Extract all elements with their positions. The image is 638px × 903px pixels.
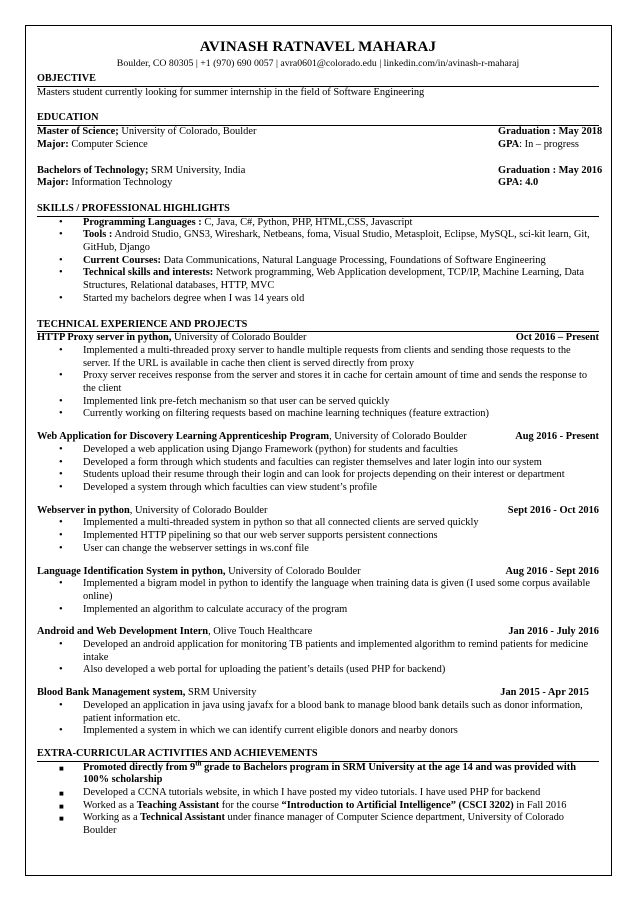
- major: Computer Science: [68, 138, 148, 150]
- project-date: Sept 2016 - Oct 2016: [507, 504, 599, 516]
- list-item: • Implemented a multi-threaded proxy server to handle multiple requests from clients and sending those requests to the server. If the URL is available in cache then client is served directly from proxy: [59, 344, 571, 369]
- gpa-label: GPA: [498, 138, 520, 150]
- contact-line: Boulder, CO 80305 | +1 (970) 690 0057 | avra0601@colorado.edu | linkedin.com/in/avinash-r-maharaj: [116, 58, 520, 69]
- graduation: Graduation : May 2018: [498, 126, 603, 138]
- major: Information Technology: [68, 177, 173, 189]
- school: SRM University, India: [148, 164, 246, 176]
- list-item: • Programming Languages : C, Java, C#, Python, PHP, HTML,CSS, Javascript: [59, 216, 413, 228]
- list-item: • Tools : Android Studio, GNS3, Wireshark, Netbeans, foma, Visual Studio, Metasploit, Eclipse, MySQL, sci-kit learn, Git, GitHub, Django: [59, 229, 590, 254]
- project-date: Oct 2016 – Present: [515, 332, 599, 344]
- skills-list: [37, 217, 599, 306]
- objective-text: Masters student currently looking for summer internship in the field of Software Engineering: [37, 86, 425, 98]
- list-item: • Implemented a system in which we can identify current eligible donors and nearby donors: [59, 725, 458, 737]
- project-org: University of Colorado Boulder: [225, 565, 361, 577]
- project-date: Jan 2016 - July 2016: [508, 626, 599, 638]
- project-entry: [37, 431, 599, 495]
- major-label: Major:: [37, 138, 69, 150]
- resume-page: [25, 25, 612, 876]
- resume-name: AVINASH RATNAVEL MAHARAJ: [199, 39, 437, 55]
- graduation-value: : May 2016: [549, 164, 603, 176]
- list-item: • Current Courses: Data Communications, Natural Language Processing, Foundations of Software Engineering: [59, 254, 546, 266]
- list-item: ■ Promoted directly from 9th grade to Bachelors program in SRM University at the age 14 and was provided with 100% scholarship: [59, 759, 577, 786]
- list-item: • Implemented link pre-fetch mechanism so that user can be served quickly: [59, 395, 390, 407]
- project-title: Blood Bank Management system,: [37, 687, 186, 699]
- project-date: Aug 2016 - Present: [515, 431, 599, 443]
- list-item: • Implemented a bigram model in python to identify the language when training data is given (I used some corpus available online): [59, 578, 590, 602]
- degree: Bachelors of Technology;: [37, 164, 149, 176]
- list-item: • Students upload their resume through their login and can look for projects depending on their interest or department: [59, 469, 565, 481]
- education-entry-masters: [37, 126, 603, 151]
- project-entry: [37, 626, 599, 677]
- gpa: GPA: 4.0: [498, 177, 539, 189]
- list-item: • Proxy server receives response from the server and stores it in cache for certain amount of time and sends the response to the client: [59, 370, 588, 395]
- project-title: Android and Web Development Intern: [37, 626, 209, 638]
- major-label: Major:: [37, 177, 69, 189]
- school: University of Colorado, Boulder: [118, 126, 257, 138]
- project-title: Web Application for Discovery Learning Apprenticeship Program: [37, 431, 330, 443]
- list-item: • Implemented an algorithm to calculate accuracy of the program: [59, 603, 348, 615]
- list-item: ■ Working as a Technical Assistant under finance manager of Computer Science department, University of Colorado Boulder: [59, 812, 564, 837]
- list-item: ■ Developed a CCNA tutorials website, in which I have posted my video tutorials. I have used PHP for backend: [59, 787, 541, 799]
- project-org: SRM University: [185, 687, 257, 699]
- list-item: • Technical skills and interests: Network programming, Web Application development, TCP/IP, Machine Learning, Data Structures, Relational databases, HTTP, MVC: [59, 267, 584, 292]
- list-item: • Currently working on filtering requests based on machine learning techniques (feature extraction): [59, 408, 489, 420]
- project-entry: [37, 505, 599, 556]
- list-item: • Implemented a multi-threaded system in python so that all connected clients are served quickly: [59, 517, 479, 529]
- project-title: Language Identification System in python,: [37, 565, 226, 577]
- gpa-value: : In – progress: [519, 138, 579, 150]
- education-entry-bachelors: [37, 164, 603, 190]
- list-item: • User can change the webserver settings in ws.conf file: [59, 542, 309, 554]
- experience-heading: TECHNICAL EXPERIENCE AND PROJECTS: [37, 319, 599, 333]
- project-date: Jan 2015 - Apr 2015: [500, 687, 589, 699]
- education-heading: EDUCATION: [37, 112, 599, 126]
- project-title: HTTP Proxy server in python,: [37, 332, 172, 344]
- list-item: • Developed a web application using Django Framework (python) for students and faculties: [59, 443, 458, 455]
- list-item: • Developed a system through which faculties can view student’s profile: [59, 481, 378, 493]
- project-org: University of Colorado Boulder: [171, 332, 307, 344]
- list-item: ■ Worked as a Teaching Assistant for the course “Introduction to Artificial Intelligence” (CSCI 3202) in Fall 2016: [59, 799, 567, 811]
- list-item: • Developed an application in java using javafx for a blood bank to manage blood bank details such as donor information, patient information etc.: [59, 699, 583, 724]
- project-entry: [37, 687, 599, 738]
- project-org: , University of Colorado Boulder: [329, 431, 467, 443]
- project-entry: [37, 566, 599, 617]
- project-date: Aug 2016 - Sept 2016: [505, 565, 599, 577]
- resume-content: [37, 38, 603, 838]
- list-item: • Also developed a web portal for uploading the patient’s details (used PHP for backend): [59, 664, 446, 676]
- project-entry: [37, 332, 599, 421]
- list-item: • Implemented HTTP pipelining so that our web server supports persistent connections: [59, 530, 438, 542]
- list-item: • Developed a form through which students and faculties can register themselves and later login into our system: [59, 456, 542, 468]
- degree: Master of Science;: [37, 126, 119, 138]
- list-item: • Started my bachelors degree when I was 14 years old: [59, 292, 305, 304]
- objective-heading: OBJECTIVE: [37, 73, 599, 87]
- extracurricular-heading: EXTRA-CURRICULAR ACTIVITIES AND ACHIEVEMENTS: [37, 748, 599, 762]
- project-org: , Olive Touch Healthcare: [208, 626, 313, 638]
- project-org: , University of Colorado Boulder: [129, 504, 268, 516]
- extracurricular-list: [37, 759, 599, 838]
- skills-heading: SKILLS / PROFESSIONAL HIGHLIGHTS: [37, 203, 599, 217]
- list-item: • Developed an android application for monitoring TB patients and implemented algorithm to remind patients for medicine intake: [59, 639, 589, 663]
- project-title: Webserver in python: [37, 504, 130, 516]
- graduation-label: Graduation: [498, 164, 550, 176]
